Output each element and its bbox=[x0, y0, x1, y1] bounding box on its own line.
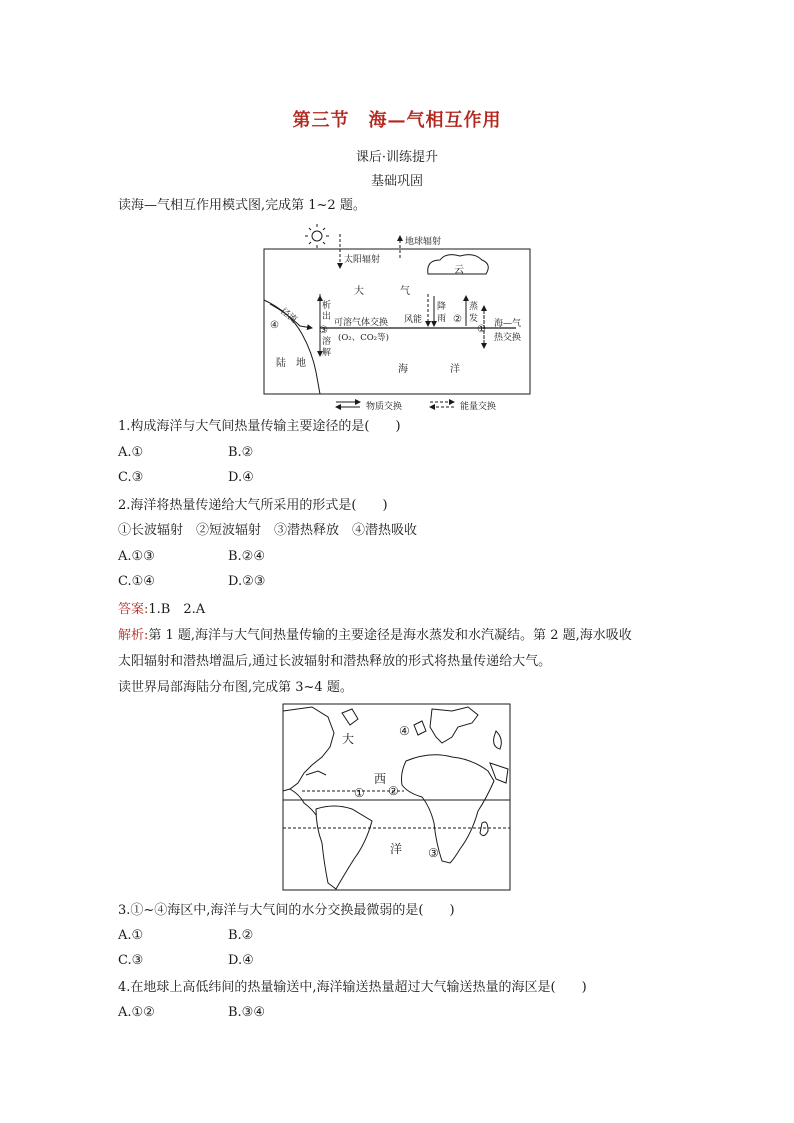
atlantic-map bbox=[282, 703, 512, 892]
question-2-stem: 2.海洋将热量传递给大气所采用的形式是( ) bbox=[118, 498, 388, 513]
precip-out-2: 出 bbox=[322, 312, 332, 322]
analysis-line-2: 太阳辐射和潜热增温后,通过长波辐射和潜热释放的形式将热量传递给大气。 bbox=[118, 654, 552, 669]
circle-3-label: ③ bbox=[319, 325, 328, 336]
map-circle-3: ③ bbox=[428, 846, 439, 860]
analysis-label: 解析: bbox=[118, 628, 149, 643]
land-label: 陆 地 bbox=[276, 358, 306, 369]
page-subtitle: 课后·训练提升 bbox=[355, 150, 439, 165]
precip-out-1: 析 bbox=[322, 301, 332, 311]
intro-q1-2: 读海—气相互作用模式图,完成第 1~2 题。 bbox=[118, 198, 366, 213]
dissolve-1: 溶 bbox=[322, 337, 332, 347]
intro-q3-4: 读世界局部海陆分布图,完成第 3~4 题。 bbox=[118, 680, 353, 695]
solar-radiation-label: 太阳辐射 bbox=[344, 255, 381, 265]
q2-option-d: D.②③ bbox=[228, 574, 266, 589]
circle-2-label: ② bbox=[453, 314, 462, 325]
q1-option-b: B.② bbox=[228, 445, 254, 460]
q2-option-a: A.①③ bbox=[118, 549, 155, 564]
q1-option-d: D.④ bbox=[228, 470, 254, 485]
evap-2: 发 bbox=[469, 314, 479, 324]
q2-option-b: B.②④ bbox=[228, 549, 265, 564]
map-circle-1: ① bbox=[354, 786, 365, 800]
analysis-text-1: 第 1 题,海洋与大气间热量传输的主要途径是海水蒸发和水汽凝结。第 2 题,海水吸收 bbox=[148, 628, 632, 643]
map-label-da: 大 bbox=[342, 732, 355, 746]
answer-label: 答案: bbox=[118, 602, 149, 617]
map-circle-4: ④ bbox=[399, 724, 410, 738]
q2-option-c: C.①④ bbox=[118, 574, 155, 589]
atmosphere-label-1: 大 bbox=[354, 286, 364, 297]
question-4-stem: 4.在地球上高低纬间的热量输送中,海洋输送热量超过大气输送热量的海区是( ) bbox=[118, 980, 587, 995]
wind-energy-label: 风能 bbox=[404, 315, 423, 325]
sun-icon bbox=[305, 224, 329, 248]
q3-option-d: D.④ bbox=[228, 953, 254, 968]
q3-option-a: A.① bbox=[118, 928, 144, 943]
q1-option-c: C.③ bbox=[118, 470, 144, 485]
gas-exchange-label: 可溶气体交换 bbox=[334, 318, 389, 328]
q4-option-a: A.①② bbox=[118, 1005, 155, 1020]
legend bbox=[336, 400, 496, 412]
map-label-xi: 西 bbox=[374, 772, 387, 786]
heat-exchange-1: 海—气 bbox=[494, 319, 522, 329]
page-title: 第三节 海—气相互作用 bbox=[292, 110, 502, 131]
rain-2: 雨 bbox=[437, 314, 447, 324]
ocean-label-1: 海 bbox=[398, 364, 408, 375]
q3-option-c: C.③ bbox=[118, 953, 144, 968]
q1-option-a: A.① bbox=[118, 445, 144, 460]
q3-option-b: B.② bbox=[228, 928, 254, 943]
section-heading: 基础巩固 bbox=[370, 174, 423, 189]
answer-line bbox=[118, 600, 205, 620]
cloud-label: 云 bbox=[454, 265, 464, 276]
question-1-stem: 1.构成海洋与大气间热量传输主要途径的是( ) bbox=[118, 419, 401, 434]
atmosphere-label-2: 气 bbox=[400, 286, 410, 297]
q4-option-b: B.③④ bbox=[228, 1005, 265, 1020]
map-label-yang: 洋 bbox=[390, 842, 403, 856]
legend-energy-label: 能量交换 bbox=[460, 402, 497, 412]
runoff-label: 径流 bbox=[278, 306, 299, 326]
evap-1: 蒸 bbox=[469, 302, 479, 312]
circle-4-label: ④ bbox=[270, 320, 279, 331]
heat-exchange-2: 热交换 bbox=[494, 333, 522, 343]
question-3-stem: 3.①~④海区中,海洋与大气间的水分交换最微弱的是( ) bbox=[118, 903, 455, 918]
map-circle-2: ② bbox=[388, 784, 399, 798]
circle-1-label: ① bbox=[477, 324, 486, 335]
rain-1: 降 bbox=[437, 302, 447, 312]
analysis-line-1 bbox=[118, 626, 632, 646]
earth-radiation-label: 地球辐射 bbox=[405, 237, 442, 247]
legend-material-label: 物质交换 bbox=[366, 402, 403, 412]
answer-text: 1.B 2.A bbox=[148, 602, 206, 617]
gas-formula-label: (O₂、CO₂等) bbox=[338, 333, 389, 343]
dissolve-2: 解 bbox=[322, 348, 332, 358]
ocean-label-2: 洋 bbox=[450, 364, 460, 375]
sea-air-interaction-diagram bbox=[250, 222, 540, 414]
question-2-items: ①长波辐射 ②短波辐射 ③潜热释放 ④潜热吸收 bbox=[118, 523, 418, 538]
